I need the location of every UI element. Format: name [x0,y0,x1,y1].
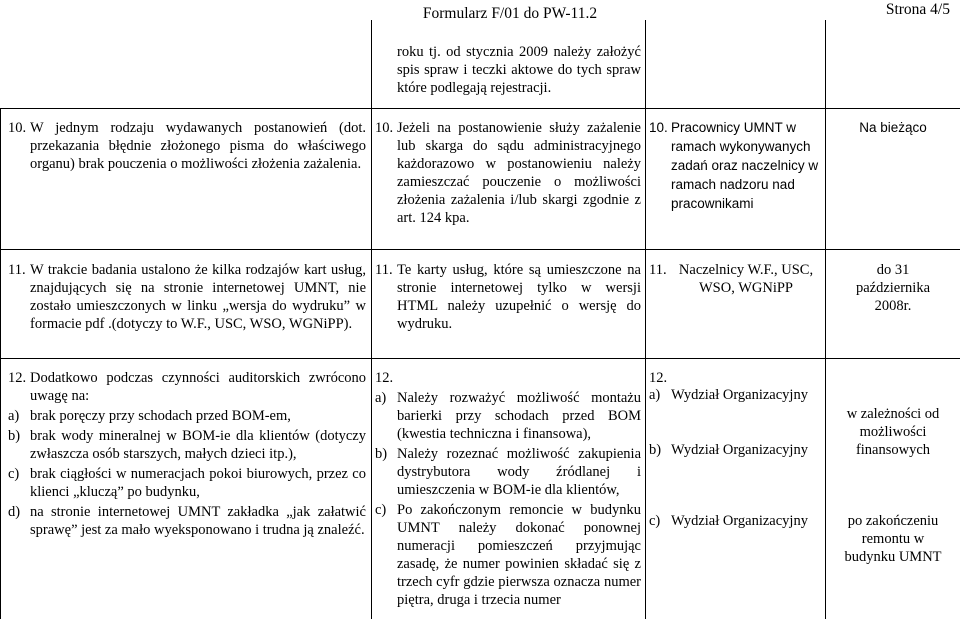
row-11-finding-text: W trakcie badania ustalono że kilka rodzajów kart usług, znajdujących się na stronie internetowej UMNT, nie zostało umieszczonych w linku „wersja do wydruku” w formacie pdf .(dotyczy to W.F., USC, WSO, WGNiPP). [30,262,366,332]
row-11-responsible-text: Naczelnicy W.F., USC, WSO, WGNiPP [678,262,814,296]
row-12-finding-item-d: d) na stronie internetowej UMNT zakładka „jak załatwić sprawę” jest za mało wyeksponowano i trudna ją znaleźć. [8,504,366,538]
row-10-deadline: Na bieżąco [859,120,927,135]
row-12-responsible-item-a: a) Wydział Organizacyjny [649,387,808,403]
form-title: Formularz F/01 do PW-11.2 [422,5,598,22]
row-12-responsible [649,369,821,529]
row-11-finding [8,261,366,333]
row-10-finding-text: W jednym rodzaju wydawanych postanowień (dot. przekazania błędnie złożonego pisma do właściwego organu) brak pouczenia o możliwości złożenia zażalenia. [30,120,366,172]
page-number: Strona 4/5 [885,1,950,18]
row-12-responsible-item-b: b) Wydział Organizacyjny [649,442,808,458]
row-12-recommendation-item-a: a) Należy rozważyć możliwość montażu barierki przy schodach przed BOM (kwestia techniczna i finansowa), [375,390,641,442]
row-12-responsible-number: 12. [649,370,668,386]
row-10-recommendation-number: 10. [375,120,394,136]
row-12-finding-item-b: b) brak wody mineralnej w BOM-ie dla klientów (dotyczy zwłaszcza osób starszych, małych dzieci itp.), [8,428,366,462]
row-11-responsible [649,261,821,297]
row-10-responsible-text: Pracownicy UMNT w ramach wykonywanych zadań oraz naczelnicy w ramach nadzoru nad pracownikami [671,120,819,211]
row-12-finding [8,369,366,539]
row-11-recommendation-number: 11. [375,262,393,278]
row-11-deadline: do 31 października 2008r. [855,262,931,314]
row-12-deadline-c: po zakończeniu remontu w budynku UMNT [844,513,942,565]
row-12-recommendation-item-b: b) Należy rozeznać możliwość zakupienia dystrybutora wody źródlanej i umieszczenia w BOM-ie dla klientów, [375,446,641,498]
row-10-responsible [649,118,821,213]
row-12-finding-intro: Dodatkowo podczas czynności auditorskich zwrócono uwagę na: [30,370,366,404]
top-continuation-text: roku tj. od stycznia 2009 należy założyć spis spraw i teczki aktowe do tych spraw które podlegają rejestracji. [397,44,641,96]
row-10-finding [8,119,366,173]
row-12-finding-number: 12. [8,370,27,386]
row-12-finding-item-a: a) brak poręczy przy schodach przed BOM-em, [8,408,291,424]
row-12-recommendation-number: 12. [375,370,394,386]
row-12-finding-item-c: c) brak ciągłości w numeracjach pokoi biurowych, przez co klienci „kluczą” po budynku, [8,466,366,500]
row-11-responsible-number: 11. [649,262,667,278]
row-10-finding-number: 10. [8,120,27,136]
row-12-recommendation [375,369,641,609]
row-10-responsible-number: 10. [649,120,668,135]
row-11-finding-number: 11. [8,262,26,278]
row-11-recommendation [375,261,641,333]
row-12-responsible-item-c: c) Wydział Organizacyjny [649,513,808,529]
row-12-recommendation-item-c: c) Po zakończonym remoncie w budynku UMNT należy dokonać ponownej numeracji pomieszczeń przyjmując zasadę, że numer powinien składać się z trzech cyfr gdzie pierwsza oznacza numer piętra, druga i trzecia numer [375,502,641,608]
row-10-recommendation [375,119,641,227]
row-11-recommendation-text: Te karty usług, które są umieszczone na stronie internetowej tylko w wersji HTML należy uzupełnić o wersję do wydruku. [397,262,641,332]
row-10-recommendation-text: Jeżeli na postanowienie służy zażalenie lub skarga do sądu administracyjnego każdorazowo w postanowieniu należy zamieszczać pouczenie o możliwości złożenia zażalenia i/lub skargi zgodnie z art. 124 kpa. [397,120,641,226]
row-12-deadline-a: w zależności od możliwości finansowych [846,406,940,458]
